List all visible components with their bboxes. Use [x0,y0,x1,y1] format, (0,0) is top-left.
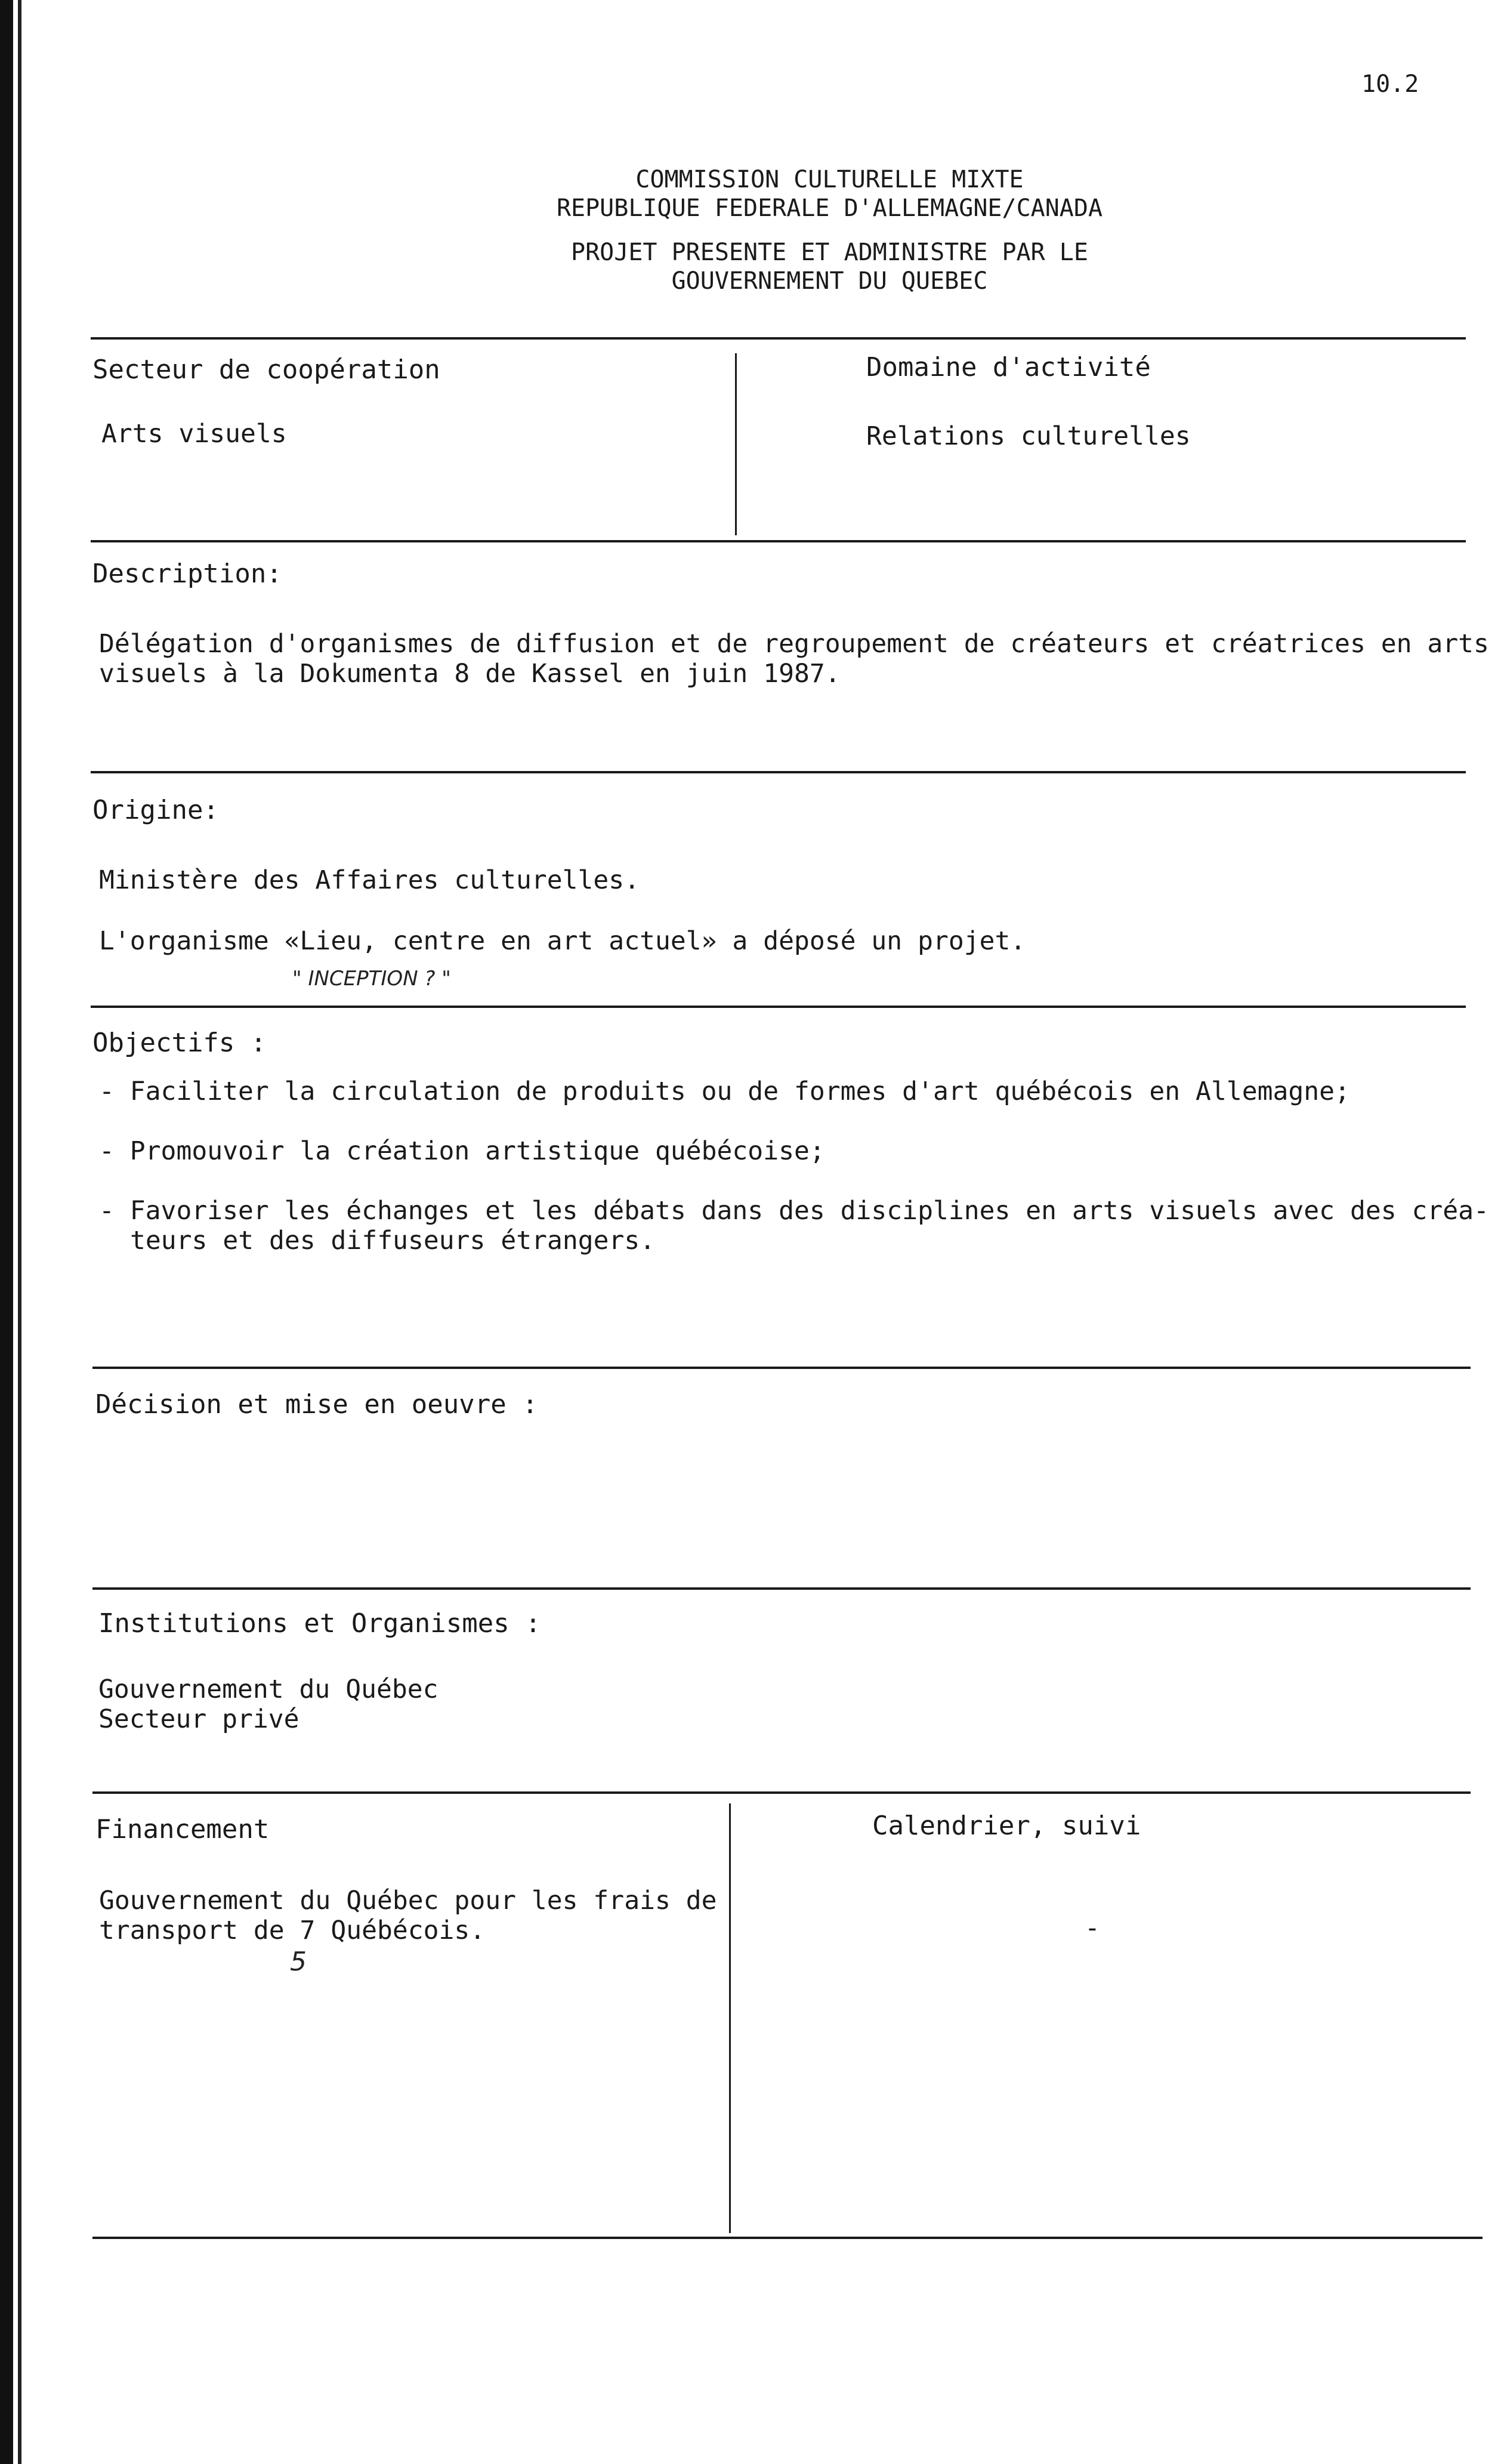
description-label: Description: [92,559,282,589]
divider-objectifs [91,1006,1466,1008]
page-number: 10.2 [1361,70,1419,98]
origine-line-1: Ministère des Affaires culturelles. [99,865,640,895]
calendrier-label: Calendrier, suivi [872,1811,1141,1841]
divider-bottom [92,2237,1483,2239]
handwritten-note: " INCEPTION ? " [292,967,451,991]
domaine-label: Domaine d'activité [866,352,1151,383]
institutions-line-2: Secteur privé [98,1704,299,1734]
decision-label: Décision et mise en oeuvre : [95,1389,538,1420]
binding-edge-line [18,0,21,2464]
divider-top [91,337,1466,340]
header-projet: PROJET PRESENTE ET ADMINISTRE PAR LE [571,239,1088,266]
origine-label: Origine: [92,795,219,825]
objectif-item-3-line-1: - Favoriser les échanges et les débats dans des disciplines en arts visuels avec des créa- [99,1196,1489,1226]
secteur-value: Arts visuels [101,419,287,449]
financement-label: Financement [95,1814,270,1845]
divider-institutions [92,1587,1471,1590]
binding-edge [0,0,13,2464]
institutions-line-1: Gouvernement du Québec [98,1674,438,1704]
header-republique: REPUBLIQUE FEDERALE D'ALLEMAGNE/CANADA [556,195,1103,222]
objectif-item-1: - Faciliter la circulation de produits ou de formes d'art québécois en Allemagne; [99,1077,1350,1106]
objectif-item-2: - Promouvoir la création artistique québécoise; [99,1136,825,1166]
handwritten-correction: 5 [290,1947,307,1977]
header-gouvernement: GOUVERNEMENT DU QUEBEC [671,267,988,295]
financement-line-2: transport de 7 Québécois. [99,1916,486,1945]
divider-decision [92,1367,1471,1369]
description-line-2: visuels à la Dokumenta 8 de Kassel en juin 1987. [99,659,841,689]
calendrier-value: - [1085,1913,1100,1943]
description-line-1: Délégation d'organismes de diffusion et de regroupement de créateurs et créatrices en arts [99,629,1489,659]
financement-calendrier-divider [729,1803,731,2233]
financement-line-1: Gouvernement du Québec pour les frais de [99,1886,717,1916]
secteur-label: Secteur de coopération [92,354,440,385]
divider-description [91,540,1466,542]
institutions-label: Institutions et Organismes : [98,1608,541,1639]
origine-line-2: L'organisme «Lieu, centre en art actuel» a déposé un projet. [99,926,1026,956]
divider-origine [91,771,1466,773]
objectif-item-3-line-2: teurs et des diffuseurs étrangers. [130,1226,656,1256]
header-commission: COMMISSION CULTURELLE MIXTE [635,166,1024,193]
divider-financement [92,1791,1471,1794]
objectifs-label: Objectifs : [92,1028,267,1058]
domaine-value: Relations culturelles [866,421,1191,451]
secteur-domaine-divider [735,353,737,535]
